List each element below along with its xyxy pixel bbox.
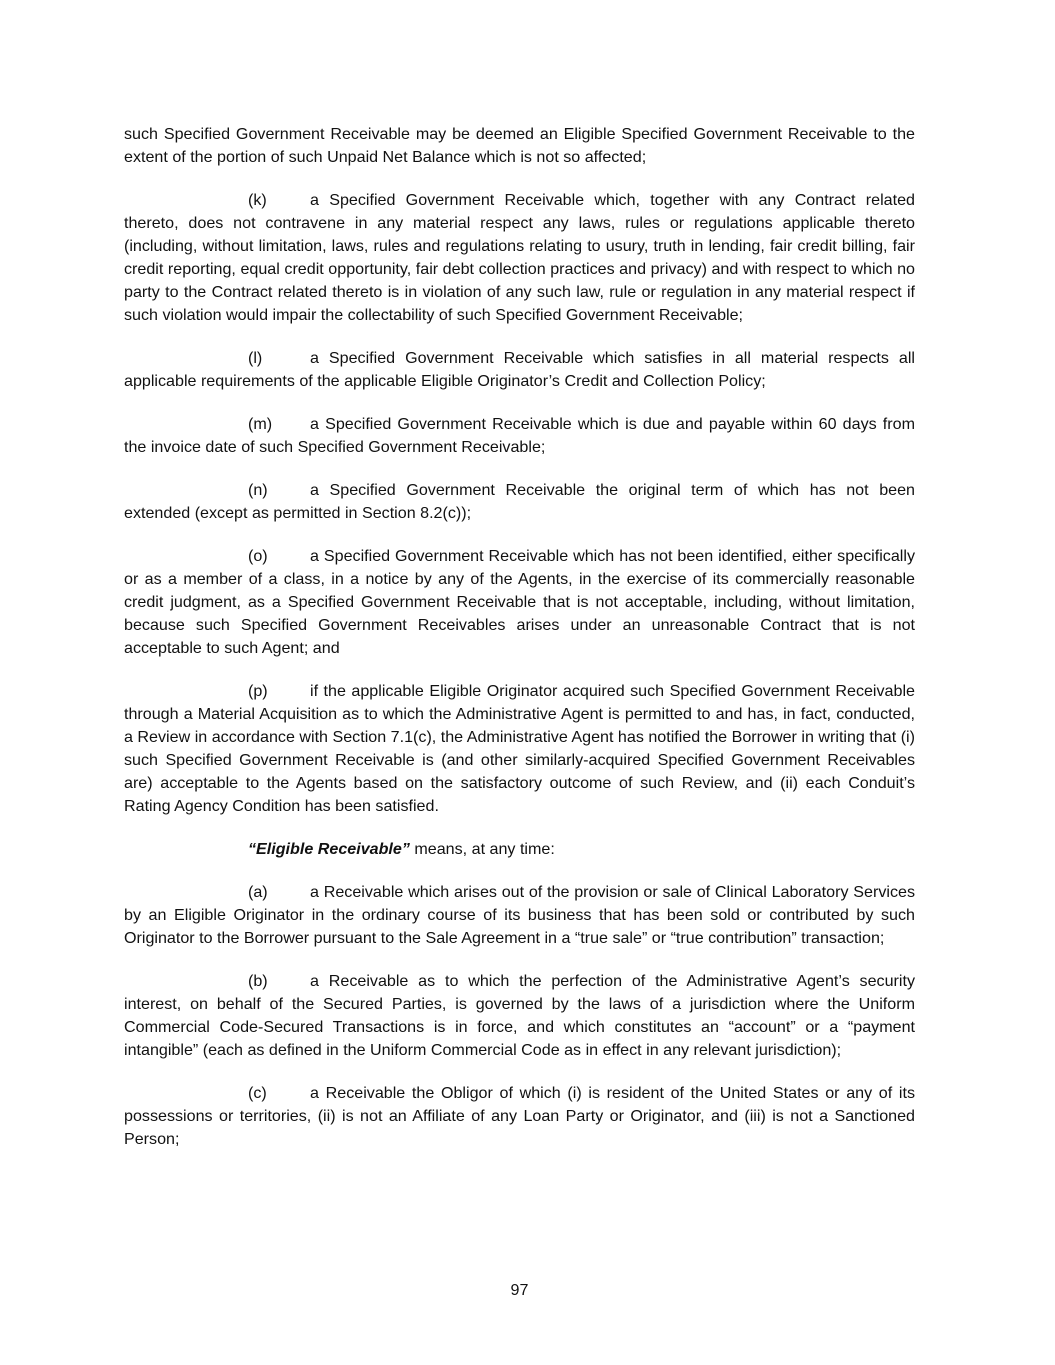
clause-label: (b) [248, 972, 268, 990]
defined-term: “Eligible Receivable” [248, 840, 410, 858]
clause-text: a Specified Government Receivable which is due and payable within 60 days from the invoice date of such Specified Government Receivable; [124, 415, 915, 456]
clause-label: (o) [248, 547, 268, 565]
clause-text: a Specified Government Receivable which, together with any Contract related thereto, does not contravene in any material respect any laws, rules or regulations applicable thereto (including, without limitation, laws, rules and regulations relating to usury, truth in lending, fair credit billing, fair credit reporting, equal credit opportunity, fair debt collection practices and privacy) and with respect to which no party to the Contract related thereto is in violation of any such law, rule or regulation in any material respect if such violation would impair the collectability of such Specified Government Receivable; [124, 191, 915, 324]
clause-text: a Specified Government Receivable which satisfies in all material respects all applicable requirements of the applicable Eligible Originator’s Credit and Collection Policy; [124, 349, 915, 390]
clause-text: if the applicable Eligible Originator acquired such Specified Government Receivable through a Material Acquisition as to which the Administrative Agent is permitted to and has, in fact, conducted, a Review in accordance with Section 7.1(c), the Administrative Agent has notified the Borrower in writing that (i) such Specified Government Receivable is (and other similarly-acquired Specified Government Receivables are) acceptable to the Agents based on the satisfactory outcome of such Review, and (ii) each Conduit’s Rating Agency Condition has been satisfied. [124, 682, 915, 815]
document-page [124, 123, 915, 1171]
clause-text: a Receivable as to which the perfection of the Administrative Agent’s security interest, on behalf of the Secured Parties, is governed by the laws of a jurisdiction where the Uniform Commercial Code-Secured Transactions is in force, and which constitutes an “account” or a “payment intangible” (each as defined in the Uniform Commercial Code as in effect in any relevant jurisdiction); [124, 972, 915, 1059]
clause-o [124, 545, 915, 660]
clause-b [124, 970, 915, 1062]
clause-p [124, 680, 915, 818]
clause-l [124, 347, 915, 393]
clause-text: a Specified Government Receivable the original term of which has not been extended (except as permitted in Section 8.2(c)); [124, 481, 915, 522]
page-number: 97 [510, 1281, 529, 1299]
clause-a [124, 881, 915, 950]
clause-label: (c) [248, 1084, 267, 1102]
clause-k [124, 189, 915, 327]
clause-label: (k) [248, 191, 267, 209]
clause-text: a Receivable which arises out of the provision or sale of Clinical Laboratory Services by an Eligible Originator in the ordinary course of its business that has been sold or contributed by such Originator to the Borrower pursuant to the Sale Agreement in a “true sale” or “true contribution” transaction; [124, 883, 915, 947]
clause-text: a Specified Government Receivable which has not been identified, either specifically or as a member of a class, in a notice by any of the Agents, in the exercise of its commercially reasonable credit judgment, as a Specified Government Receivable that is not acceptable, including, without limitation, because such Specified Government Receivables arises under an unreasonable Contract that is not acceptable to such Agent; and [124, 547, 915, 657]
clause-label: (p) [248, 682, 268, 700]
clause-c [124, 1082, 915, 1151]
clause-n [124, 479, 915, 525]
clause-label: (l) [248, 349, 263, 367]
clause-m [124, 413, 915, 459]
clause-label: (a) [248, 883, 268, 901]
clause-label: (m) [248, 415, 273, 433]
clause-text: a Receivable the Obligor of which (i) is resident of the United States or any of its possessions or territories, (ii) is not an Affiliate of any Loan Party or Originator, and (iii) is not a Sanctioned Person; [124, 1084, 915, 1148]
definition-heading [124, 838, 915, 861]
definition-intro: means, at any time: [409, 840, 555, 858]
continuation-paragraph: such Specified Government Receivable may be deemed an Eligible Specified Government Receivable to the extent of the portion of such Unpaid Net Balance which is not so affected; [124, 125, 915, 166]
clause-label: (n) [248, 481, 268, 499]
